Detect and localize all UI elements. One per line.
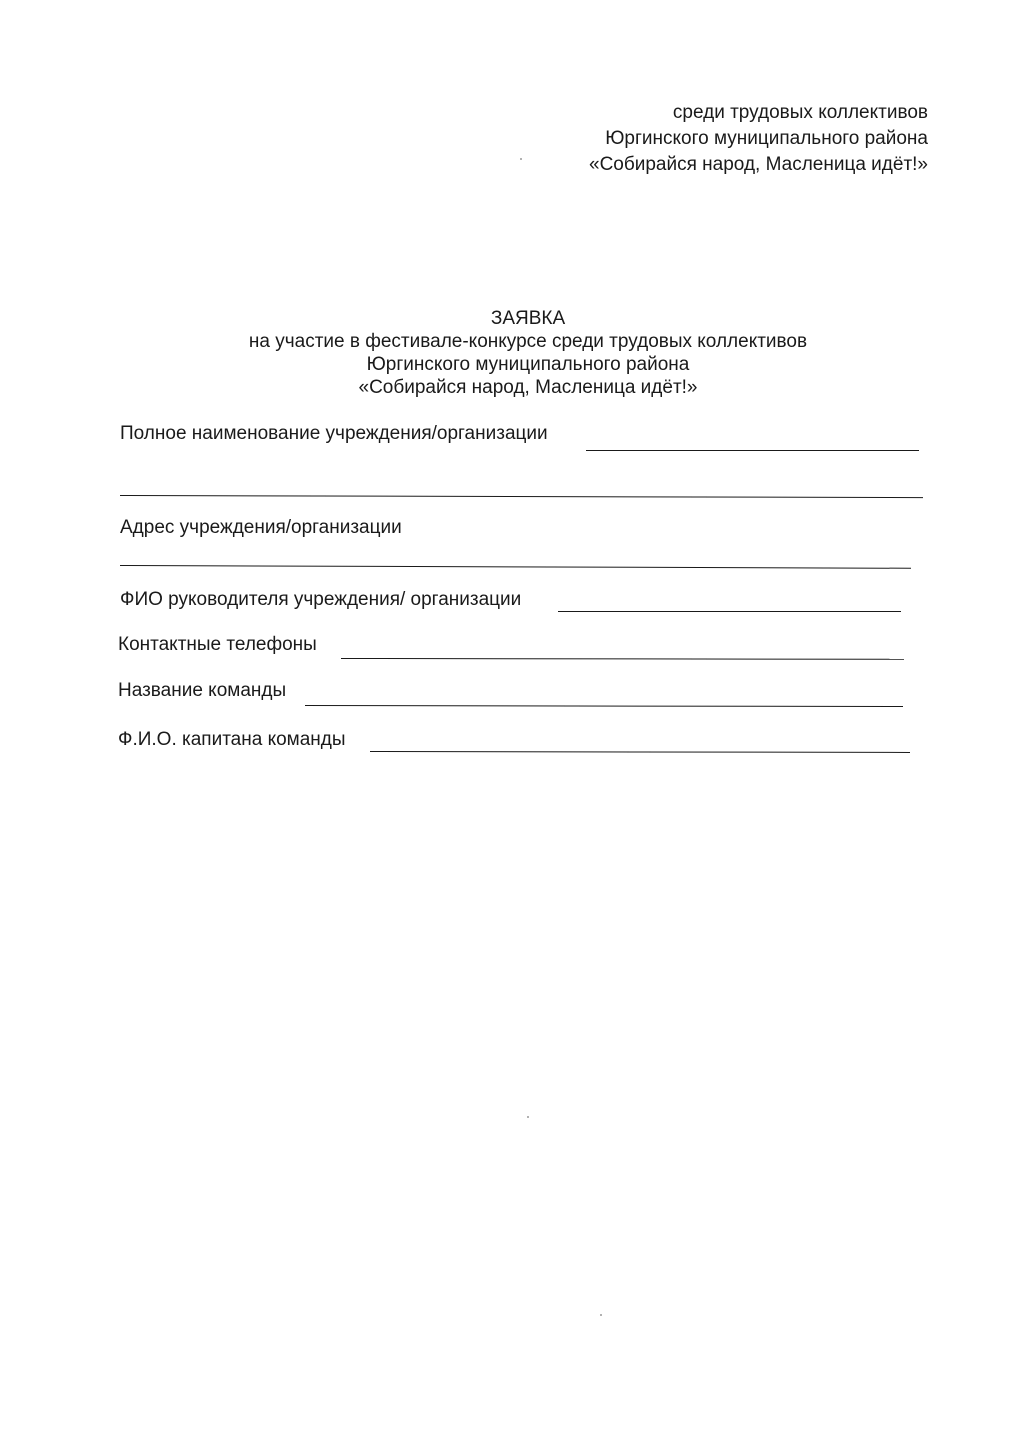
org-full-name-line[interactable] xyxy=(586,450,919,451)
team-name-line[interactable] xyxy=(305,705,903,707)
org-address-line[interactable] xyxy=(120,565,911,569)
title-line-3: «Собирайся народ, Масленица идёт!» xyxy=(358,377,698,398)
title-line-2: Юргинского муниципального района xyxy=(366,354,690,375)
document-heading: ЗАЯВКА xyxy=(490,308,566,329)
phones-label: Контактные телефоны xyxy=(118,634,317,655)
captain-name-line[interactable] xyxy=(370,751,910,753)
title-line-1: на участие в фестивале-конкурсе среди трудовых коллективов xyxy=(248,331,808,352)
scan-speck xyxy=(520,158,522,160)
captain-name-label: Ф.И.О. капитана команды xyxy=(118,729,346,750)
scan-speck xyxy=(600,1314,602,1316)
team-name-label: Название команды xyxy=(118,680,287,701)
org-address-label: Адрес учреждения/организации xyxy=(120,517,402,538)
header-line-3: «Собирайся народ, Масленица идёт!» xyxy=(589,154,928,175)
org-full-name-label: Полное наименование учреждения/организации xyxy=(120,423,548,444)
head-name-label: ФИО руководителя учреждения/ организации xyxy=(120,589,522,610)
header-line-1: среди трудовых коллективов xyxy=(672,102,928,123)
phones-line[interactable] xyxy=(341,658,904,660)
header-line-2: Юргинского муниципального района xyxy=(605,128,928,149)
scan-speck xyxy=(527,1116,529,1118)
org-full-name-line-2[interactable] xyxy=(120,495,923,498)
head-name-line[interactable] xyxy=(558,611,901,612)
title-block xyxy=(0,307,1024,399)
header-block xyxy=(589,100,928,178)
